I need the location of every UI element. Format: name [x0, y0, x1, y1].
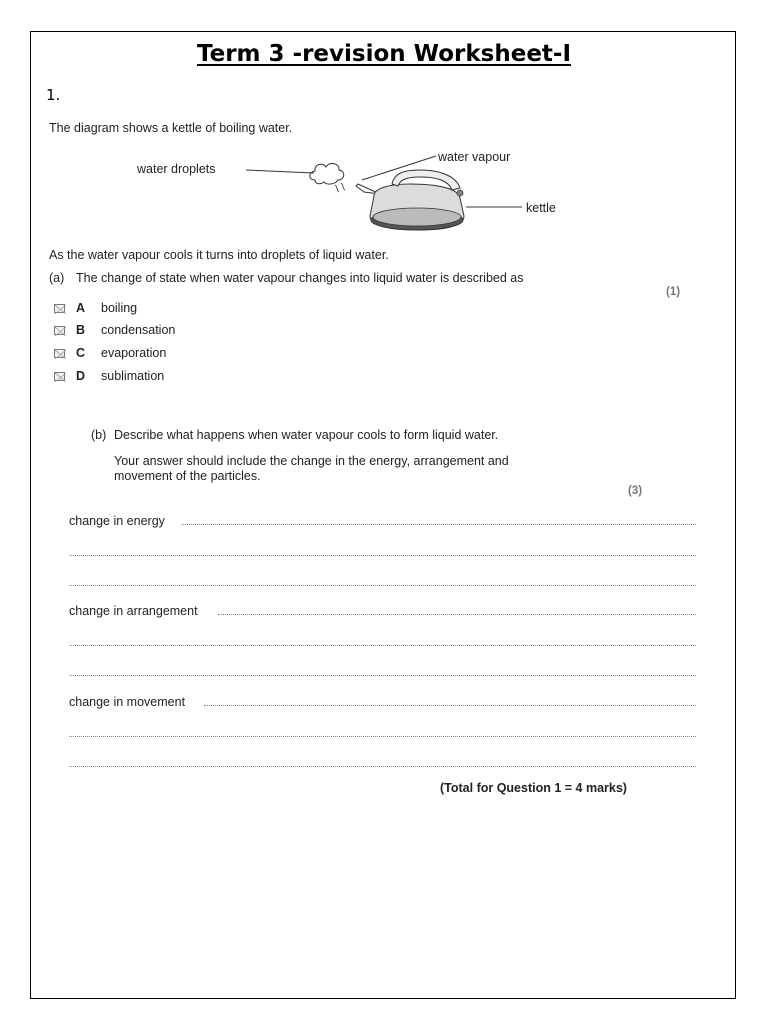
- part-b-marks: (3): [628, 485, 643, 497]
- checkbox-a[interactable]: [54, 304, 65, 313]
- option-text: sublimation: [101, 369, 165, 383]
- option-letter: A: [76, 301, 86, 315]
- option-text: condensation: [101, 323, 176, 337]
- answer-line[interactable]: [69, 645, 696, 646]
- option-text: boiling: [101, 301, 138, 315]
- answer-line[interactable]: [181, 524, 696, 525]
- option-letter: B: [76, 323, 86, 337]
- part-b-instruction-2: movement of the particles.: [114, 469, 261, 483]
- statement-text: As the water vapour cools it turns into droplets of liquid water.: [49, 248, 389, 262]
- answer-line[interactable]: [69, 585, 696, 586]
- option-letter: C: [76, 346, 86, 360]
- answer-line[interactable]: [69, 555, 696, 556]
- part-b-instruction-1: Your answer should include the change in the energy, arrangement and: [114, 454, 509, 468]
- answer-line[interactable]: [204, 705, 696, 706]
- option-letter: D: [76, 369, 86, 383]
- option-text: evaporation: [101, 346, 167, 360]
- checkbox-c[interactable]: [54, 349, 65, 358]
- answer-label-energy: change in energy: [69, 514, 165, 528]
- answer-line[interactable]: [69, 766, 696, 767]
- worksheet-title: Term 3 -revision Worksheet-I: [196, 41, 572, 67]
- label-water-droplets: water droplets: [137, 162, 216, 176]
- answer-line[interactable]: [69, 675, 696, 676]
- part-a-question: The change of state when water vapour changes into liquid water is described as: [76, 271, 524, 285]
- kettle-diagram: [130, 140, 590, 244]
- question-number: 1.: [46, 86, 61, 104]
- answer-label-movement: change in movement: [69, 695, 186, 709]
- part-a-marks: (1): [666, 286, 681, 298]
- part-b-question: Describe what happens when water vapour cools to form liquid water.: [114, 428, 499, 442]
- label-water-vapour: water vapour: [438, 150, 511, 164]
- answer-line[interactable]: [218, 614, 696, 615]
- total-marks: (Total for Question 1 = 4 marks): [440, 781, 627, 795]
- answer-line[interactable]: [69, 736, 696, 737]
- checkbox-b[interactable]: [54, 326, 65, 335]
- part-b-label: (b): [91, 428, 107, 442]
- intro-text: The diagram shows a kettle of boiling water.: [49, 121, 293, 135]
- kettle-icon: [130, 140, 590, 240]
- checkbox-d[interactable]: [54, 372, 65, 381]
- label-kettle: kettle: [526, 201, 556, 215]
- answer-label-arrangement: change in arrangement: [69, 604, 198, 618]
- part-a-label: (a): [49, 271, 65, 285]
